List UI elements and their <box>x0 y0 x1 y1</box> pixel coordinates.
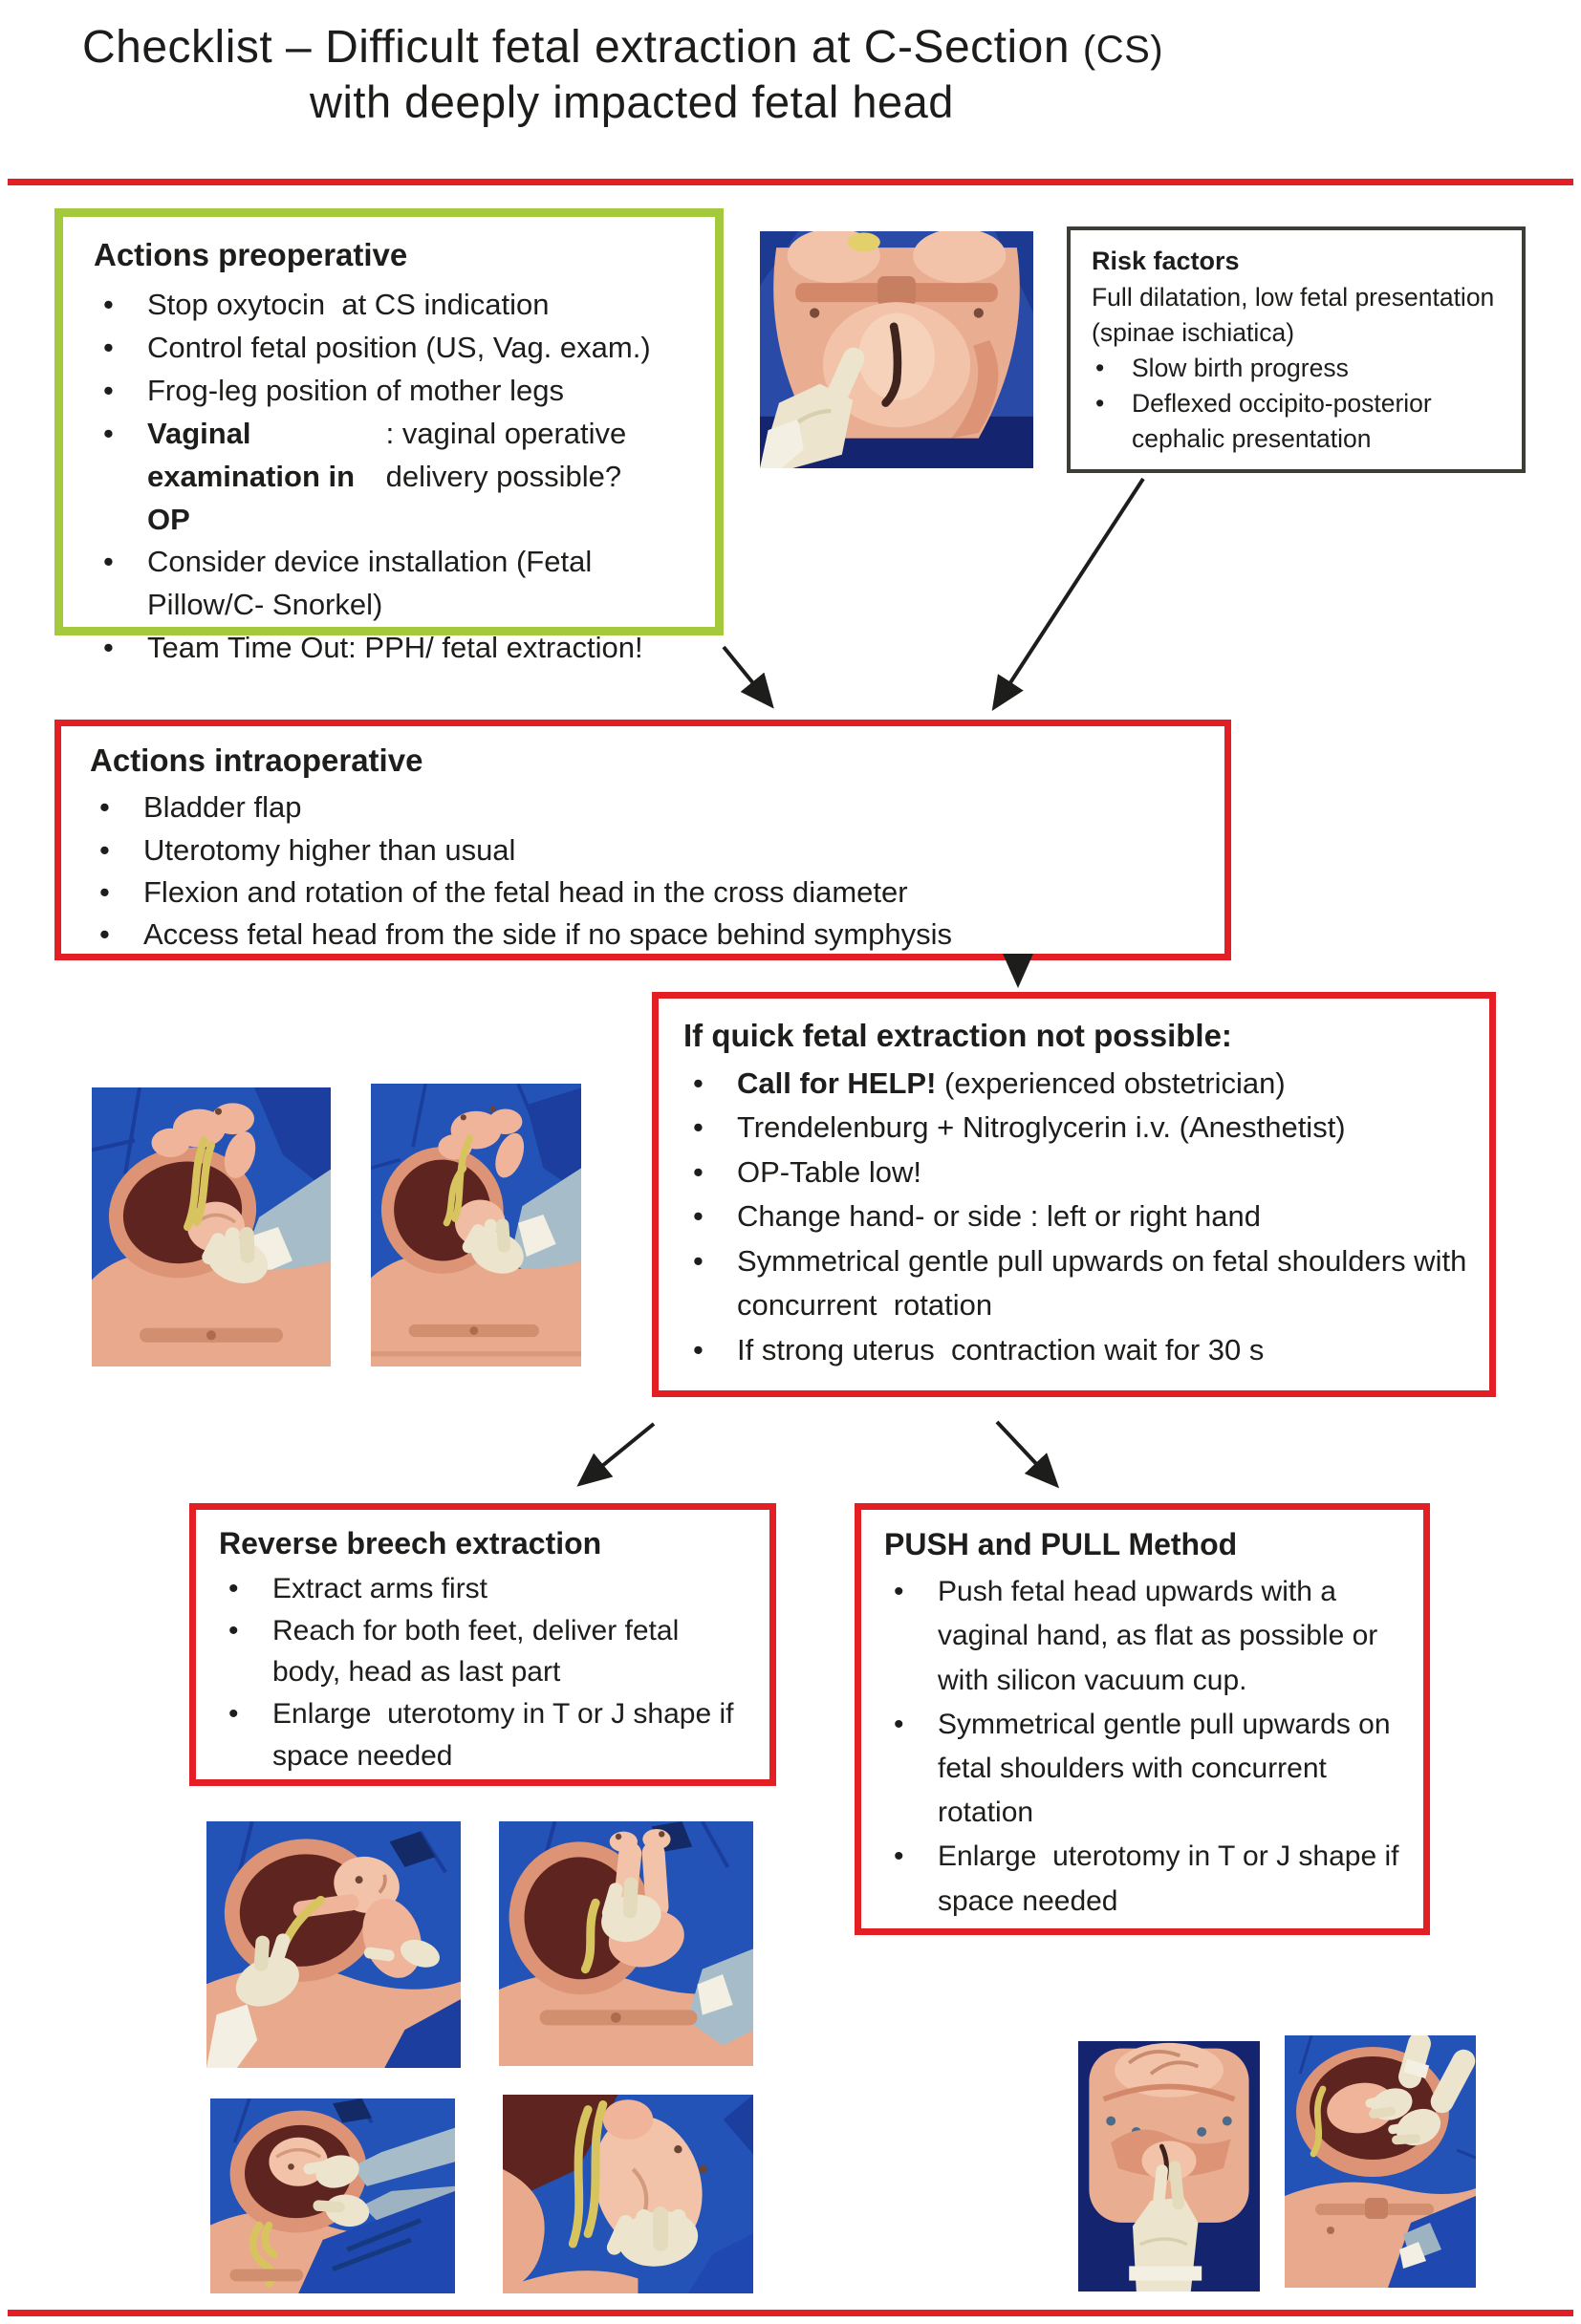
list-item: • Access fetal head from the side if no space behind symphysis <box>90 914 1207 956</box>
intraoperative-heading: Actions intraoperative <box>90 742 423 778</box>
list-item: • Slow birth progress <box>1092 351 1508 386</box>
list-item: • Team Time Out: PPH/ fetal extraction! <box>94 627 698 670</box>
arrow-ifquick-to-reverse-breech <box>581 1424 654 1483</box>
reverse-breech-photo-1 <box>206 1821 461 2068</box>
list-item: • Stop oxytocin at CS indication <box>94 284 698 327</box>
reverse-breech-box <box>189 1503 776 1786</box>
actions-intraoperative-box <box>54 720 1231 960</box>
list-item: • Control fetal position (US, Vag. exam.) <box>94 327 698 370</box>
list-item: • If strong uterus contraction wait for 30 s <box>683 1328 1470 1373</box>
list-item: • Reach for both feet, deliver fetal body, head as last part <box>219 1610 754 1694</box>
arrow-risk-to-intraop <box>995 479 1143 706</box>
title-line1-suffix: (CS) <box>1082 29 1164 71</box>
fetal-extraction-illustration-2 <box>371 1084 581 1366</box>
list-item: • Uterotomy higher than usual <box>90 829 1207 872</box>
risk-factors-box <box>1067 226 1526 473</box>
list-item: • Trendelenburg + Nitroglycerin i.v. (Anesthetist) <box>683 1106 1470 1151</box>
list-item: • Symmetrical gentle pull upwards on fetal shoulders with concurrent rotation <box>683 1239 1470 1328</box>
fetal-extraction-illustration-1 <box>92 1087 331 1366</box>
risk-intro: Full dilatation, low fetal presentation (spinae ischiatica) <box>1092 282 1495 347</box>
list-item: • Extract arms first <box>219 1568 754 1610</box>
list-item: • Enlarge uterotomy in T or J shape if space needed <box>884 1835 1410 1923</box>
list-item: • Bladder flap <box>90 786 1207 828</box>
reverse-breech-illustration-4 <box>503 2095 753 2293</box>
fetal-extraction-photo-2 <box>371 1084 581 1366</box>
list-item: • Frog-leg position of mother legs <box>94 370 698 413</box>
push-pull-photo-2 <box>1285 2035 1476 2288</box>
actions-preoperative-box <box>54 208 724 665</box>
list-item: • Push fetal head upwards with a vaginal hand, as flat as possible or with silicon vacuum cup. <box>884 1570 1410 1703</box>
if-quick-extraction-box <box>652 992 1496 1397</box>
list-item: • Flexion and rotation of the fetal head in the cross diameter <box>90 872 1207 914</box>
bottom-rule <box>8 2310 1573 2316</box>
push-pull-photo-1 <box>1078 2041 1260 2292</box>
arrow-ifquick-to-push-pull <box>997 1422 1055 1484</box>
title-line2: with deeply impacted fetal head <box>310 75 954 127</box>
page-title <box>82 21 1163 128</box>
vaginal-examination-illustration <box>760 231 1033 468</box>
list-item: • Deflexed occipito-posterior cephalic presentation <box>1092 386 1508 457</box>
reverse-breech-illustration-2 <box>499 1821 753 2066</box>
list-item: • Enlarge uterotomy in T or J shape if space needed <box>219 1693 754 1777</box>
vaginal-examination-photo <box>760 231 1033 468</box>
push-pull-illustration-2 <box>1285 2035 1476 2288</box>
fetal-extraction-photo-1 <box>92 1087 331 1366</box>
if-quick-heading: If quick fetal extraction not possible: <box>683 1018 1232 1053</box>
preoperative-heading: Actions preoperative <box>94 237 408 272</box>
reverse-breech-photo-3 <box>210 2098 455 2293</box>
reverse-breech-photo-4 <box>503 2095 753 2293</box>
title-line1: Checklist – Difficult fetal extraction at C-Section <box>82 22 1083 73</box>
risk-heading: Risk factors <box>1092 247 1240 275</box>
list-item: • Symmetrical gentle pull upwards on fetal shoulders with concurrent rotation <box>884 1703 1410 1836</box>
reverse-breech-photo-2 <box>499 1821 753 2066</box>
reverse-breech-heading: Reverse breech extraction <box>219 1526 602 1560</box>
push-pull-heading: PUSH and PULL Method <box>884 1527 1238 1561</box>
list-item: • Vaginal examination in OP : vaginal operative delivery possible? <box>94 413 698 542</box>
top-rule <box>8 179 1573 185</box>
push-pull-box <box>855 1503 1430 1935</box>
push-pull-illustration-1 <box>1078 2041 1260 2292</box>
reverse-breech-illustration-3 <box>210 2098 455 2293</box>
list-item: • OP-Table low! <box>683 1151 1470 1195</box>
list-item: • Consider device installation (Fetal Pillow/C- Snorkel) <box>94 541 698 627</box>
arrow-preop-to-intraop <box>724 647 770 704</box>
list-item: • Call for HELP! (experienced obstetrician) <box>683 1062 1470 1107</box>
list-item: • Change hand- or side : left or right hand <box>683 1194 1470 1239</box>
reverse-breech-illustration-1 <box>206 1821 461 2068</box>
